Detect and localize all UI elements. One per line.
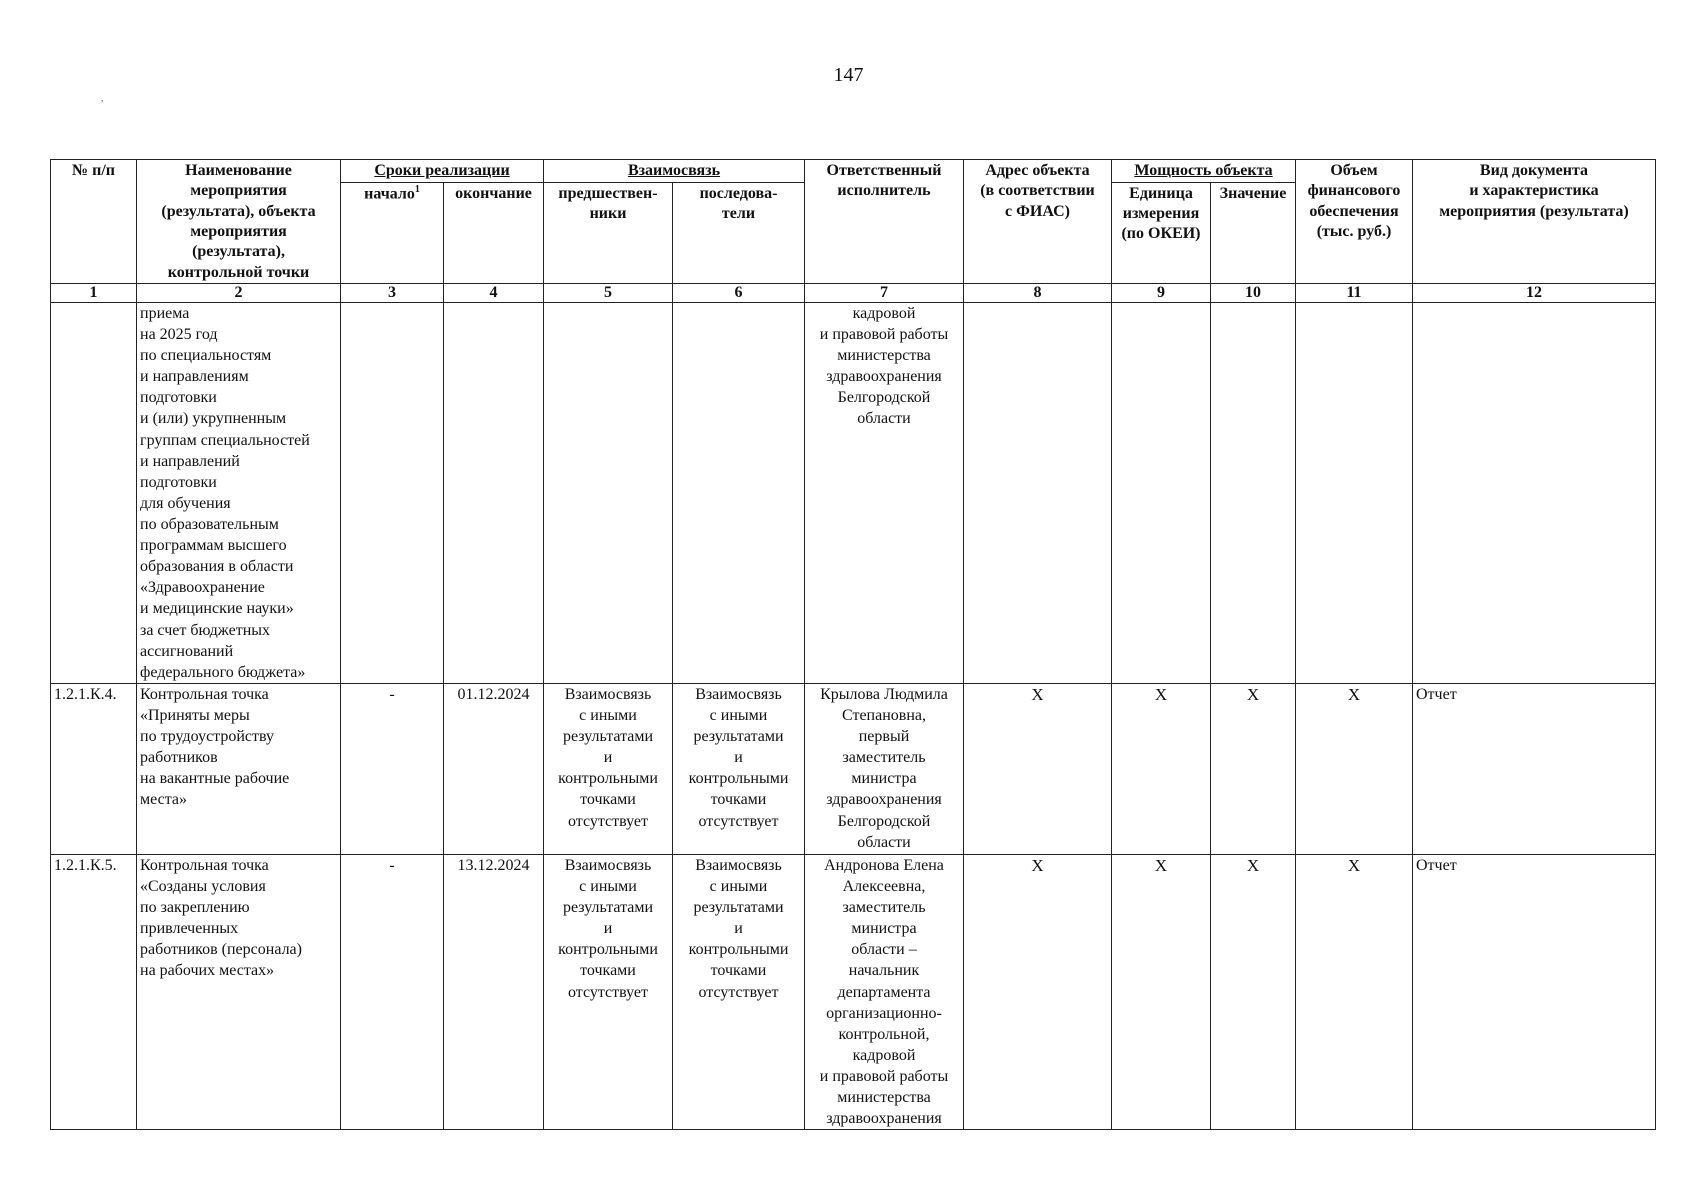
column-number: 9 (1112, 283, 1211, 302)
row-start (341, 302, 444, 683)
column-number: 1 (51, 283, 137, 302)
table-row (51, 302, 1656, 683)
row-value (1211, 302, 1296, 683)
column-number: 2 (137, 283, 341, 302)
column-number: 6 (673, 283, 805, 302)
row-responsible: кадровой и правовой работы министерства здравоохранения Белгородской области (805, 302, 964, 683)
row-predecessors: Взаимосвязь с иными результатами и контрольными точками отсутствует (544, 683, 673, 854)
column-number: 3 (341, 283, 444, 302)
column-number: 5 (544, 283, 673, 302)
row-value: X (1211, 683, 1296, 854)
table-row (51, 683, 1656, 854)
row-responsible: Андронова Елена Алексеевна, заместитель министра области – начальник департамента организационно- контрольной, кадровой и правовой работы министерства здравоохранения (805, 854, 964, 1129)
row-unit: X (1112, 683, 1211, 854)
row-num: 1.2.1.К.4. (51, 683, 137, 854)
column-number: 12 (1413, 283, 1656, 302)
col-header-name: Наименование мероприятия (результата), объекта мероприятия (результата), контрольной точки (137, 160, 341, 284)
col-header-end: окончание (444, 182, 544, 283)
row-end: 13.12.2024 (444, 854, 544, 1129)
row-responsible: Крылова Людмила Степановна, первый заместитель министра здравоохранения Белгородской области (805, 683, 964, 854)
row-successors: Взаимосвязь с иными результатами и контрольными точками отсутствует (673, 683, 805, 854)
terms-label: Сроки реализации (374, 162, 510, 179)
col-header-predecessors: предшествен- ники (544, 182, 673, 283)
row-num: 1.2.1.К.5. (51, 854, 137, 1129)
row-end (444, 302, 544, 683)
plan-table (50, 159, 1656, 1130)
col-header-start (341, 182, 444, 283)
column-number: 8 (964, 283, 1112, 302)
row-finance: X (1296, 683, 1413, 854)
row-end: 01.12.2024 (444, 683, 544, 854)
column-numbers-row (51, 283, 1656, 302)
row-doc-type (1413, 302, 1656, 683)
column-number: 11 (1296, 283, 1413, 302)
col-header-num: № п/п (51, 160, 137, 284)
row-name: Контрольная точка «Созданы условия по закреплению привлеченных работников (персонала) на рабочих местах» (137, 854, 341, 1129)
col-header-relation (544, 160, 805, 183)
row-finance: X (1296, 854, 1413, 1129)
start-footnote-mark: 1 (414, 183, 420, 195)
col-header-address: Адрес объекта (в соответствии с ФИАС) (964, 160, 1112, 284)
row-predecessors (544, 302, 673, 683)
col-header-unit: Единица измерения (по ОКЕИ) (1112, 182, 1211, 283)
page-number: 147 (833, 64, 864, 86)
row-value: X (1211, 854, 1296, 1129)
row-name: Контрольная точка «Приняты меры по трудоустройству работников на вакантные рабочие места» (137, 683, 341, 854)
col-header-doc-type: Вид документа и характеристика мероприятия (результата) (1413, 160, 1656, 284)
row-successors (673, 302, 805, 683)
header-row-1 (51, 160, 1656, 183)
start-label: начало (364, 184, 415, 202)
table-row (51, 854, 1656, 1129)
row-unit (1112, 302, 1211, 683)
row-num (51, 302, 137, 683)
col-header-capacity (1112, 160, 1296, 183)
row-start: - (341, 854, 444, 1129)
col-header-value: Значение (1211, 182, 1296, 283)
column-number: 4 (444, 283, 544, 302)
scan-mark: , (101, 93, 104, 104)
row-address: X (964, 854, 1112, 1129)
row-doc-type: Отчет (1413, 683, 1656, 854)
row-name: приема на 2025 год по специальностям и направлениям подготовки и (или) укрупненным группам специальностей и направлений подготовки для обучения по образовательным программам высшего образования в области «Здравоохранение и медицинские науки» за счет бюджетных ассигнований федерального бюджета» (137, 302, 341, 683)
row-address: X (964, 683, 1112, 854)
col-header-responsible: Ответственный исполнитель (805, 160, 964, 284)
relation-label: Взаимосвязь (627, 162, 721, 179)
row-successors: Взаимосвязь с иными результатами и контрольными точками отсутствует (673, 854, 805, 1129)
row-doc-type: Отчет (1413, 854, 1656, 1129)
row-unit: X (1112, 854, 1211, 1129)
col-header-terms (341, 160, 544, 183)
column-number: 7 (805, 283, 964, 302)
capacity-label: Мощность объекта (1134, 162, 1273, 179)
column-number: 10 (1211, 283, 1296, 302)
col-header-successors: последова- тели (673, 182, 805, 283)
col-header-finance: Объем финансового обеспечения (тыс. руб.) (1296, 160, 1413, 284)
row-predecessors: Взаимосвязь с иными результатами и контрольными точками отсутствует (544, 854, 673, 1129)
row-address (964, 302, 1112, 683)
row-start: - (341, 683, 444, 854)
row-finance (1296, 302, 1413, 683)
